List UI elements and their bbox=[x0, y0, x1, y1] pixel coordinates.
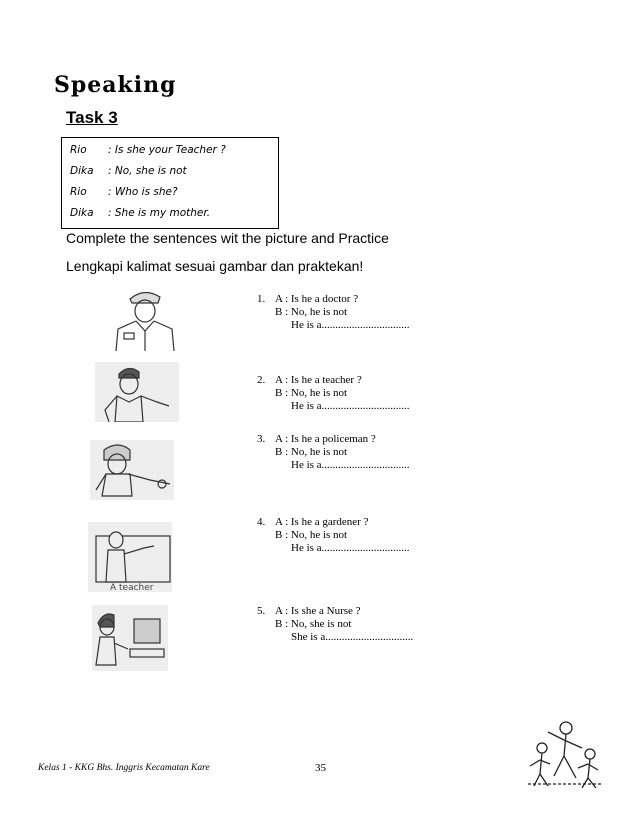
question-a: A : Is he a teacher ? bbox=[275, 374, 362, 386]
dialog-text: : No, she is not bbox=[108, 165, 187, 177]
dialog-line bbox=[70, 207, 210, 219]
dialog-speaker: Dika bbox=[70, 207, 94, 219]
question-a: A : Is he a doctor ? bbox=[275, 293, 359, 305]
question-answer: She is a................................ bbox=[291, 631, 414, 643]
question-number: 4. bbox=[257, 516, 266, 528]
children-illustration-icon bbox=[526, 718, 604, 788]
question-answer: He is a................................ bbox=[291, 542, 410, 554]
question-1 bbox=[257, 293, 410, 332]
task-label: Task 3 bbox=[66, 108, 118, 127]
question-b: B : No, he is not bbox=[275, 387, 348, 399]
question-a: A : Is he a policeman ? bbox=[275, 433, 376, 445]
question-2 bbox=[257, 374, 410, 413]
teacher-caption: A teacher bbox=[110, 583, 154, 592]
instruction-indonesian: Lengkapi kalimat sesuai gambar dan praktekan! bbox=[66, 258, 364, 274]
dialog-text: : Is she your Teacher ? bbox=[108, 144, 226, 156]
dialog-line bbox=[70, 165, 187, 177]
instruction-english: Complete the sentences wit the picture and Practice bbox=[66, 230, 389, 246]
doctor-icon bbox=[95, 362, 179, 422]
question-3 bbox=[257, 433, 410, 472]
typist-icon bbox=[92, 605, 168, 671]
question-answer: He is a................................ bbox=[291, 400, 410, 412]
dialog-box bbox=[61, 137, 279, 229]
question-number: 3. bbox=[257, 433, 266, 445]
dialog-speaker: Rio bbox=[70, 144, 87, 156]
soldier-icon bbox=[112, 285, 176, 351]
dialog-speaker: Rio bbox=[70, 186, 87, 198]
question-4 bbox=[257, 516, 410, 555]
dialog-line bbox=[70, 144, 226, 156]
question-answer: He is a................................ bbox=[291, 319, 410, 331]
question-a: A : Is he a gardener ? bbox=[275, 516, 369, 528]
teacher-icon bbox=[88, 522, 172, 592]
dialog-text: : She is my mother. bbox=[108, 207, 211, 219]
question-b: B : No, he is not bbox=[275, 529, 348, 541]
question-number: 5. bbox=[257, 605, 266, 617]
question-b: B : No, he is not bbox=[275, 306, 348, 318]
question-5 bbox=[257, 605, 413, 644]
footer-text: Kelas 1 - KKG Bhs. Inggris Kecamatan Kare bbox=[38, 763, 210, 773]
question-number: 2. bbox=[257, 374, 266, 386]
question-number: 1. bbox=[257, 293, 266, 305]
dialog-line bbox=[70, 186, 178, 198]
page-heading: Speaking bbox=[54, 72, 177, 98]
dialog-text: : Who is she? bbox=[108, 186, 178, 198]
question-b: B : No, he is not bbox=[275, 446, 348, 458]
page-number: 35 bbox=[315, 762, 326, 774]
question-b: B : No, she is not bbox=[275, 618, 352, 630]
dialog-speaker: Dika bbox=[70, 165, 94, 177]
question-answer: He is a................................ bbox=[291, 459, 410, 471]
question-a: A : Is she a Nurse ? bbox=[275, 605, 361, 617]
driver-icon bbox=[90, 440, 174, 500]
